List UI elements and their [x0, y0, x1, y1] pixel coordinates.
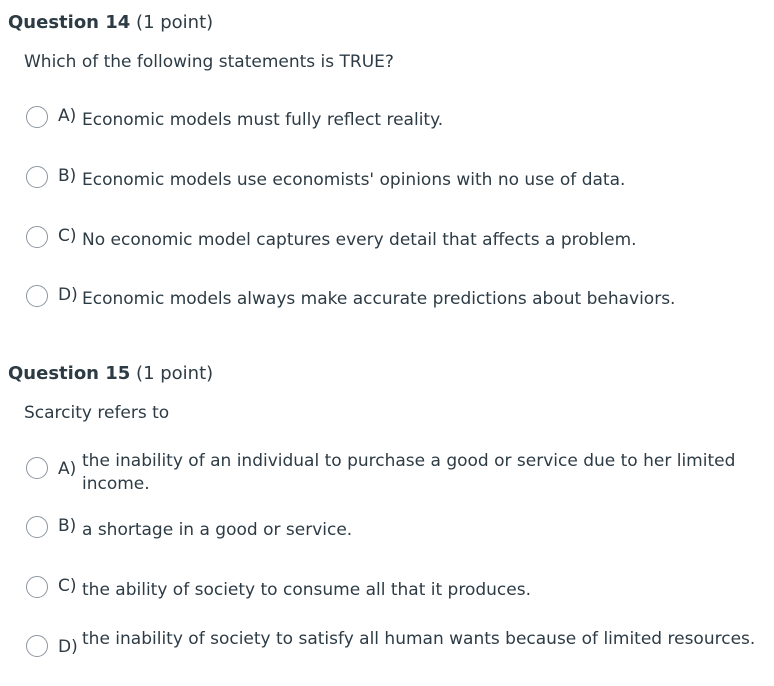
radio-button[interactable]: [26, 635, 48, 657]
radio-button[interactable]: [26, 285, 48, 307]
option-letter: B): [58, 166, 77, 186]
option-text: a shortage in a good or service.: [82, 520, 353, 540]
question-points: (1 point): [136, 363, 214, 384]
q14-option-c[interactable]: [26, 225, 766, 273]
question-14-prompt: Which of the following statements is TRUE?: [24, 52, 394, 72]
q15-option-d[interactable]: [26, 628, 766, 676]
question-title: Question 14: [8, 12, 131, 33]
question-title: Question 15: [8, 363, 131, 384]
question-15-heading: [8, 363, 213, 385]
option-letter: D): [58, 637, 78, 657]
option-text: the inability of society to satisfy all human wants because of limited resources.: [82, 629, 756, 649]
option-text: the inability of an individual to purchase a good or service due to her limited income.: [82, 451, 736, 494]
q15-option-c[interactable]: [26, 575, 766, 623]
q14-option-a[interactable]: [26, 105, 766, 153]
q15-option-b[interactable]: [26, 515, 766, 563]
option-text: Economic models use economists' opinions with no use of data.: [82, 170, 626, 190]
option-letter: D): [58, 285, 78, 305]
radio-button[interactable]: [26, 516, 48, 538]
option-text: the ability of society to consume all that it produces.: [82, 580, 531, 600]
option-text: Economic models must fully reflect reality.: [82, 110, 444, 130]
option-text: No economic model captures every detail that affects a problem.: [82, 230, 637, 250]
radio-button[interactable]: [26, 226, 48, 248]
option-letter: B): [58, 516, 77, 536]
q15-option-a[interactable]: [26, 450, 766, 498]
radio-button[interactable]: [26, 576, 48, 598]
question-15-prompt: Scarcity refers to: [24, 403, 170, 423]
radio-button[interactable]: [26, 166, 48, 188]
question-14-heading: [8, 12, 213, 34]
option-letter: A): [58, 459, 77, 479]
q14-option-d[interactable]: [26, 284, 766, 332]
question-points: (1 point): [136, 12, 214, 33]
radio-button[interactable]: [26, 457, 48, 479]
radio-button[interactable]: [26, 106, 48, 128]
option-letter: C): [58, 576, 77, 596]
option-letter: C): [58, 226, 77, 246]
option-letter: A): [58, 106, 77, 126]
q14-option-b[interactable]: [26, 165, 766, 213]
option-text: Economic models always make accurate predictions about behaviors.: [82, 289, 676, 309]
